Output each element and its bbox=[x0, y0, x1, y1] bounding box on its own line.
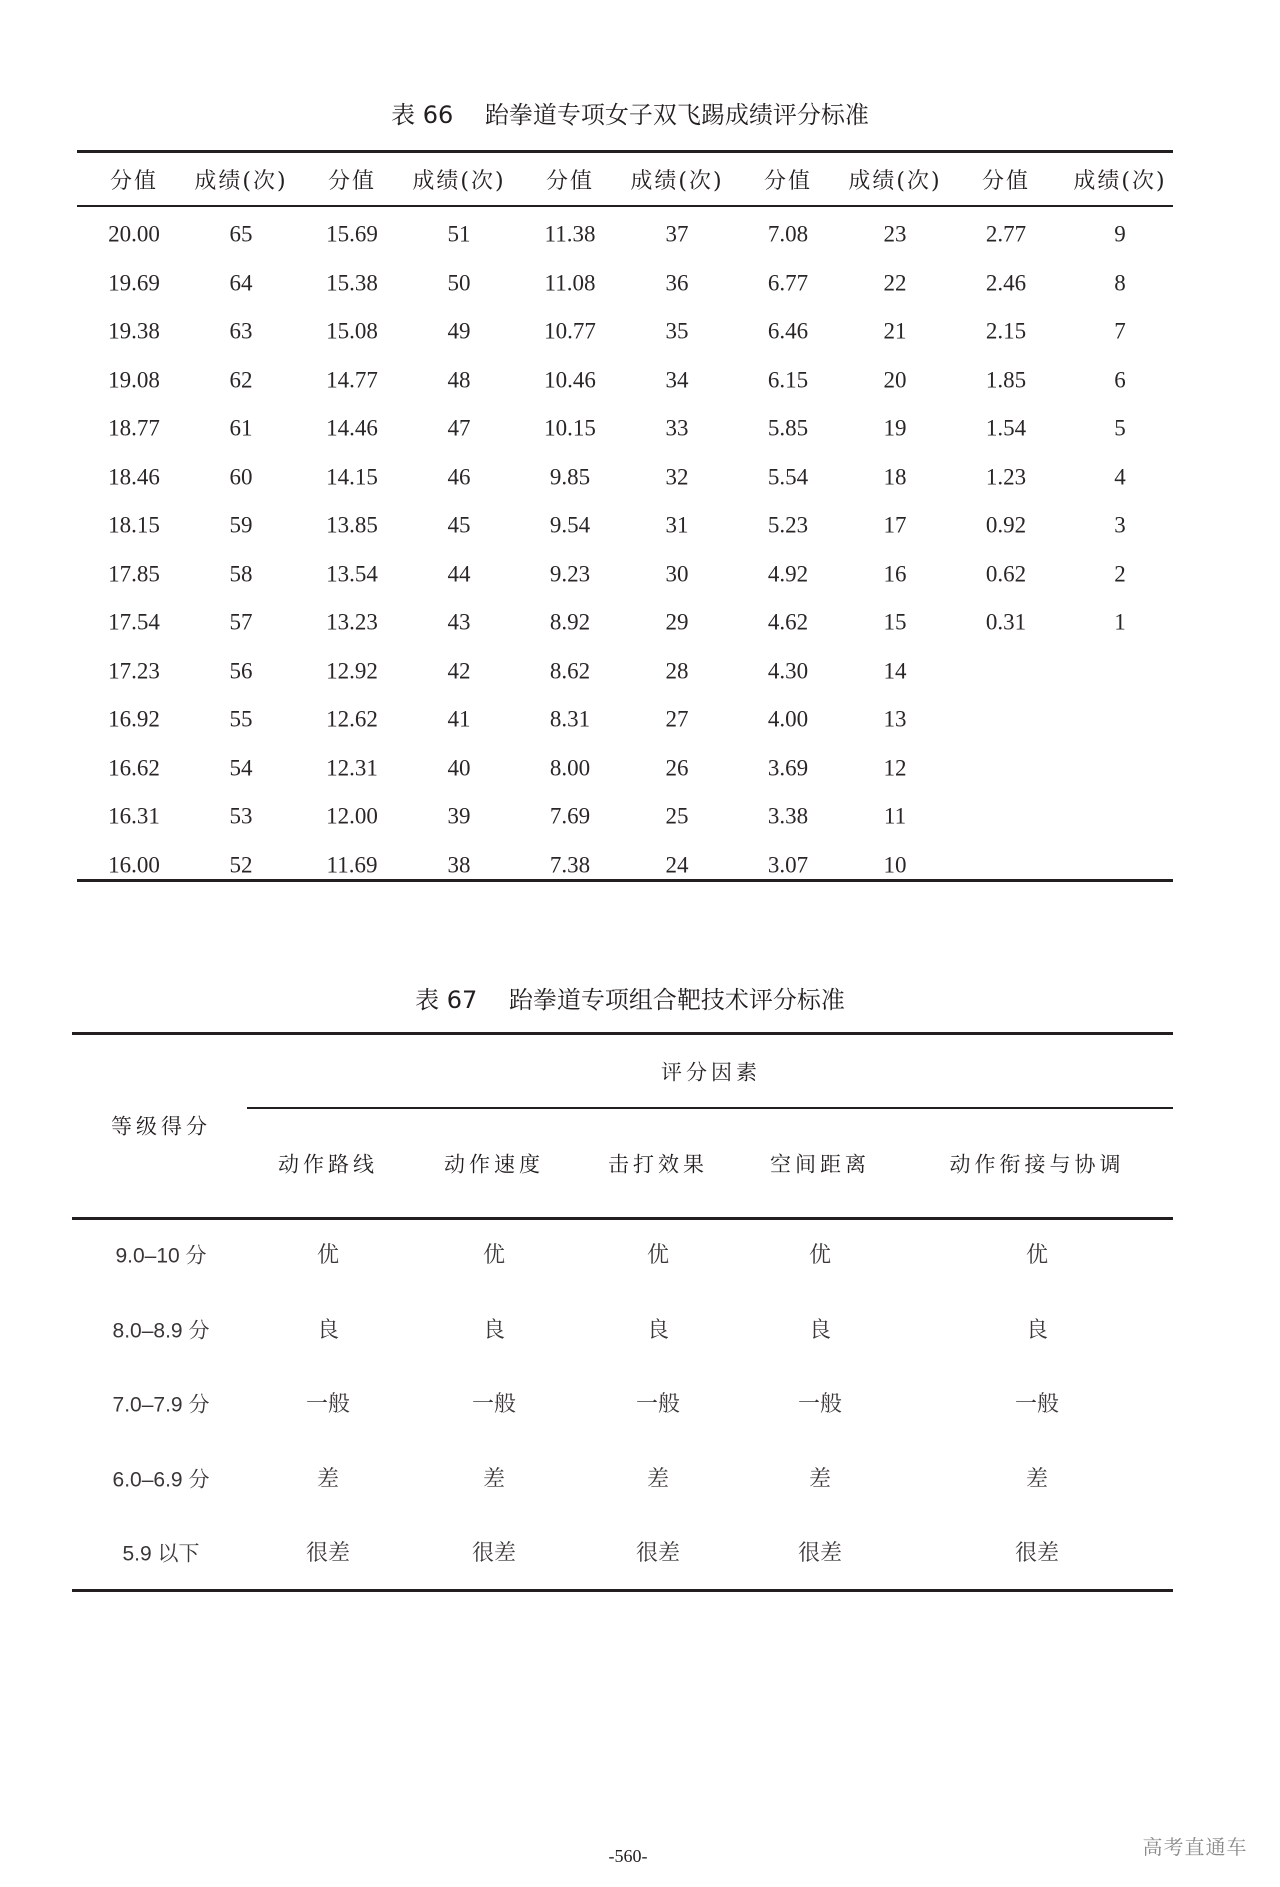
header-score: 分值 bbox=[763, 169, 813, 194]
table-cell: 3.69 bbox=[767, 755, 809, 780]
table67-group-rule bbox=[247, 1107, 1173, 1109]
table67-header-rule bbox=[72, 1217, 1173, 1220]
table-cell: 10.77 bbox=[544, 318, 596, 344]
table-cell: 0.92 bbox=[985, 512, 1027, 538]
grade-cell: 很差 bbox=[797, 1541, 843, 1566]
table66-top-rule bbox=[77, 150, 1173, 153]
table-cell: 46 bbox=[447, 464, 471, 489]
table-cell: 8.62 bbox=[549, 658, 591, 683]
grade-cell: 优 bbox=[482, 1243, 506, 1268]
table-cell: 5.54 bbox=[767, 464, 809, 489]
table-cell: 16 bbox=[883, 561, 907, 586]
table-cell: 14.46 bbox=[326, 415, 378, 441]
header-score: 分值 bbox=[545, 169, 595, 194]
table-cell: 17.23 bbox=[108, 658, 160, 683]
table-cell: 32 bbox=[665, 464, 689, 489]
grade-cell: 良 bbox=[482, 1317, 506, 1343]
table-cell: 54 bbox=[229, 755, 253, 780]
table67-group-header: 评分因素 bbox=[661, 1060, 761, 1085]
grade-cell: 差 bbox=[1025, 1466, 1049, 1492]
table-cell: 19.38 bbox=[108, 318, 160, 344]
table-cell: 47 bbox=[447, 415, 471, 441]
table-cell: 50 bbox=[447, 270, 471, 295]
table-cell: 1.23 bbox=[985, 464, 1027, 489]
table-cell: 7.69 bbox=[549, 803, 591, 829]
factor-header: 击打效果 bbox=[608, 1152, 708, 1177]
table-cell: 15 bbox=[883, 609, 907, 635]
table-cell: 15.69 bbox=[326, 221, 378, 247]
table-cell: 49 bbox=[447, 318, 471, 344]
table-cell: 12.31 bbox=[326, 755, 378, 780]
table-cell: 7.08 bbox=[767, 221, 809, 247]
table-cell: 20.00 bbox=[108, 221, 160, 247]
table-cell: 4.92 bbox=[767, 561, 809, 586]
table-cell: 24 bbox=[665, 852, 689, 877]
table-cell: 12 bbox=[883, 755, 907, 780]
table-cell: 9.23 bbox=[549, 561, 591, 586]
table-cell: 17 bbox=[883, 512, 907, 538]
table-cell: 21 bbox=[883, 318, 907, 344]
table-cell: 12.62 bbox=[326, 706, 378, 732]
grade-cell: 很差 bbox=[471, 1541, 517, 1566]
table-cell: 10.15 bbox=[544, 415, 596, 441]
table-cell: 22 bbox=[883, 270, 907, 295]
grade-range-label: 6.0–6.9 分 bbox=[112, 1468, 210, 1491]
table-cell: 5.23 bbox=[767, 512, 809, 538]
table-cell: 8.00 bbox=[549, 755, 591, 780]
table-cell: 31 bbox=[665, 512, 689, 538]
table67-caption: 表 67 跆拳道专项组合靶技术评分标准 bbox=[415, 986, 845, 1014]
header-count: 成绩(次) bbox=[194, 169, 288, 194]
table-cell: 4.30 bbox=[767, 658, 809, 683]
table-cell: 6.46 bbox=[767, 318, 809, 344]
table-cell: 11.69 bbox=[326, 852, 378, 877]
table-cell: 40 bbox=[447, 755, 471, 780]
table-cell: 23 bbox=[883, 221, 907, 247]
table-cell: 11 bbox=[883, 803, 907, 829]
table-cell: 42 bbox=[447, 658, 471, 683]
table-cell: 41 bbox=[447, 706, 471, 732]
grade-cell: 一般 bbox=[471, 1392, 517, 1417]
table-cell: 44 bbox=[447, 561, 471, 586]
table-cell: 10.46 bbox=[544, 367, 596, 392]
table67-bottom-rule bbox=[72, 1589, 1173, 1592]
table-cell: 27 bbox=[665, 706, 689, 732]
table66-caption: 表 66 跆拳道专项女子双飞踢成绩评分标准 bbox=[391, 101, 869, 129]
table-cell: 18.15 bbox=[108, 512, 160, 538]
factor-header: 动作衔接与协调 bbox=[949, 1152, 1125, 1177]
grade-cell: 很差 bbox=[305, 1541, 351, 1566]
grade-cell: 很差 bbox=[635, 1541, 681, 1566]
grade-cell: 很差 bbox=[1014, 1541, 1060, 1566]
table-cell: 2.15 bbox=[985, 318, 1027, 344]
table-cell: 2 bbox=[1114, 561, 1126, 586]
table-cell: 19.69 bbox=[108, 270, 160, 295]
table-cell: 4 bbox=[1114, 464, 1126, 489]
table-cell: 57 bbox=[229, 609, 253, 635]
grade-cell: 优 bbox=[808, 1243, 832, 1268]
table-cell: 0.31 bbox=[985, 609, 1027, 635]
table-cell: 8.31 bbox=[549, 706, 591, 732]
table-cell: 14.77 bbox=[326, 367, 378, 392]
table-cell: 3.38 bbox=[767, 803, 809, 829]
table-cell: 30 bbox=[665, 561, 689, 586]
table-cell: 12.92 bbox=[326, 658, 378, 683]
grade-range-label: 9.0–10 分 bbox=[115, 1244, 207, 1268]
grade-cell: 优 bbox=[316, 1243, 340, 1268]
page-number: -560- bbox=[608, 1846, 648, 1866]
watermark: 高考直通车 bbox=[1142, 1835, 1248, 1859]
grade-cell: 一般 bbox=[635, 1392, 681, 1417]
table-cell: 7.38 bbox=[549, 852, 591, 877]
table-cell: 0.62 bbox=[985, 561, 1027, 586]
table-cell: 4.62 bbox=[767, 609, 809, 635]
table-cell: 18 bbox=[883, 464, 907, 489]
grade-cell: 一般 bbox=[1014, 1392, 1060, 1417]
table-cell: 48 bbox=[447, 367, 471, 392]
table-cell: 12.00 bbox=[326, 803, 378, 829]
grade-cell: 良 bbox=[1025, 1317, 1049, 1343]
table-cell: 13.23 bbox=[326, 609, 378, 635]
table-cell: 58 bbox=[229, 561, 253, 586]
table-cell: 52 bbox=[229, 852, 253, 877]
table-cell: 1.85 bbox=[985, 367, 1027, 392]
table-cell: 33 bbox=[665, 415, 689, 441]
header-count: 成绩(次) bbox=[1073, 169, 1167, 194]
table-cell: 6.77 bbox=[767, 270, 809, 295]
table-cell: 43 bbox=[447, 609, 471, 635]
grade-cell: 优 bbox=[1025, 1243, 1049, 1268]
factor-header: 动作路线 bbox=[278, 1152, 378, 1177]
table-cell: 25 bbox=[665, 803, 689, 829]
table-cell: 9.85 bbox=[549, 464, 591, 489]
table-cell: 56 bbox=[229, 658, 253, 683]
grade-range-label: 7.0–7.9 分 bbox=[112, 1393, 210, 1417]
table-cell: 60 bbox=[229, 464, 253, 489]
header-count: 成绩(次) bbox=[412, 169, 506, 194]
table67-top-rule bbox=[72, 1032, 1173, 1035]
header-score: 分值 bbox=[327, 169, 377, 194]
table-cell: 7 bbox=[1114, 318, 1126, 344]
table-cell: 64 bbox=[229, 270, 253, 295]
grade-range-label: 8.0–8.9 分 bbox=[112, 1319, 210, 1342]
header-score: 分值 bbox=[109, 169, 159, 194]
table-cell: 11.08 bbox=[544, 270, 596, 295]
table-cell: 26 bbox=[665, 755, 689, 780]
grade-cell: 一般 bbox=[797, 1392, 843, 1417]
factor-header: 动作速度 bbox=[444, 1152, 544, 1177]
table-cell: 59 bbox=[229, 512, 253, 538]
table-cell: 9.54 bbox=[549, 512, 591, 538]
table67-row-header: 等级得分 bbox=[111, 1114, 211, 1139]
table66-header-rule bbox=[77, 205, 1173, 207]
table-cell: 17.54 bbox=[108, 609, 160, 635]
table-cell: 3 bbox=[1114, 512, 1126, 538]
table-cell: 16.00 bbox=[108, 852, 160, 877]
grade-cell: 差 bbox=[808, 1466, 832, 1492]
table66-bottom-rule bbox=[77, 879, 1173, 882]
table-cell: 16.62 bbox=[108, 755, 160, 780]
grade-cell: 差 bbox=[316, 1466, 340, 1492]
table-cell: 13 bbox=[883, 706, 907, 732]
grade-range-label: 5.9 以下 bbox=[122, 1542, 200, 1566]
grade-cell: 优 bbox=[646, 1243, 670, 1268]
table-cell: 65 bbox=[229, 221, 253, 247]
header-count: 成绩(次) bbox=[848, 169, 942, 194]
table-cell: 4.00 bbox=[767, 706, 809, 732]
table-cell: 61 bbox=[229, 415, 253, 441]
table-cell: 35 bbox=[665, 318, 689, 344]
table-cell: 5.85 bbox=[767, 415, 809, 441]
table-cell: 13.85 bbox=[326, 512, 378, 538]
table-cell: 62 bbox=[229, 367, 253, 392]
table-cell: 20 bbox=[883, 367, 907, 392]
factor-header: 空间距离 bbox=[770, 1152, 870, 1177]
table-cell: 37 bbox=[665, 221, 689, 247]
header-count: 成绩(次) bbox=[630, 169, 724, 194]
table-cell: 8.92 bbox=[549, 609, 591, 635]
table-cell: 19.08 bbox=[108, 367, 160, 392]
header-score: 分值 bbox=[981, 169, 1031, 194]
table-cell: 2.46 bbox=[985, 270, 1027, 295]
grade-cell: 良 bbox=[316, 1317, 340, 1343]
table-cell: 10 bbox=[883, 852, 907, 877]
table-cell: 14.15 bbox=[326, 464, 378, 489]
table-cell: 3.07 bbox=[767, 852, 809, 877]
grade-cell: 良 bbox=[646, 1317, 670, 1343]
table-cell: 39 bbox=[447, 803, 471, 829]
table-cell: 28 bbox=[665, 658, 689, 683]
grade-cell: 差 bbox=[646, 1466, 670, 1492]
table-cell: 17.85 bbox=[108, 561, 160, 586]
table-cell: 1 bbox=[1114, 609, 1126, 635]
table-cell: 6.15 bbox=[767, 367, 809, 392]
table-cell: 18.77 bbox=[108, 415, 160, 441]
table-cell: 13.54 bbox=[326, 561, 378, 586]
table-cell: 38 bbox=[447, 852, 471, 877]
table-cell: 1.54 bbox=[985, 415, 1027, 441]
table-cell: 18.46 bbox=[108, 464, 160, 489]
table-cell: 53 bbox=[229, 803, 253, 829]
table-cell: 36 bbox=[665, 270, 689, 295]
table-cell: 16.92 bbox=[108, 706, 160, 732]
table-cell: 2.77 bbox=[985, 221, 1027, 247]
grade-cell: 良 bbox=[808, 1317, 832, 1343]
table-cell: 55 bbox=[229, 706, 253, 732]
table-cell: 8 bbox=[1114, 270, 1126, 295]
table-cell: 16.31 bbox=[108, 803, 160, 829]
table-cell: 14 bbox=[883, 658, 907, 683]
table-cell: 15.38 bbox=[326, 270, 378, 295]
table-cell: 34 bbox=[665, 367, 689, 392]
grade-cell: 差 bbox=[482, 1466, 506, 1492]
table-cell: 5 bbox=[1114, 415, 1126, 441]
table-cell: 9 bbox=[1114, 221, 1126, 247]
table-cell: 51 bbox=[447, 221, 471, 247]
table-cell: 29 bbox=[665, 609, 689, 635]
table-cell: 15.08 bbox=[326, 318, 378, 344]
table-cell: 11.38 bbox=[544, 221, 596, 247]
table-cell: 6 bbox=[1114, 367, 1126, 392]
table-cell: 63 bbox=[229, 318, 253, 344]
table-cell: 45 bbox=[447, 512, 471, 538]
table-cell: 19 bbox=[883, 415, 907, 441]
grade-cell: 一般 bbox=[305, 1392, 351, 1417]
